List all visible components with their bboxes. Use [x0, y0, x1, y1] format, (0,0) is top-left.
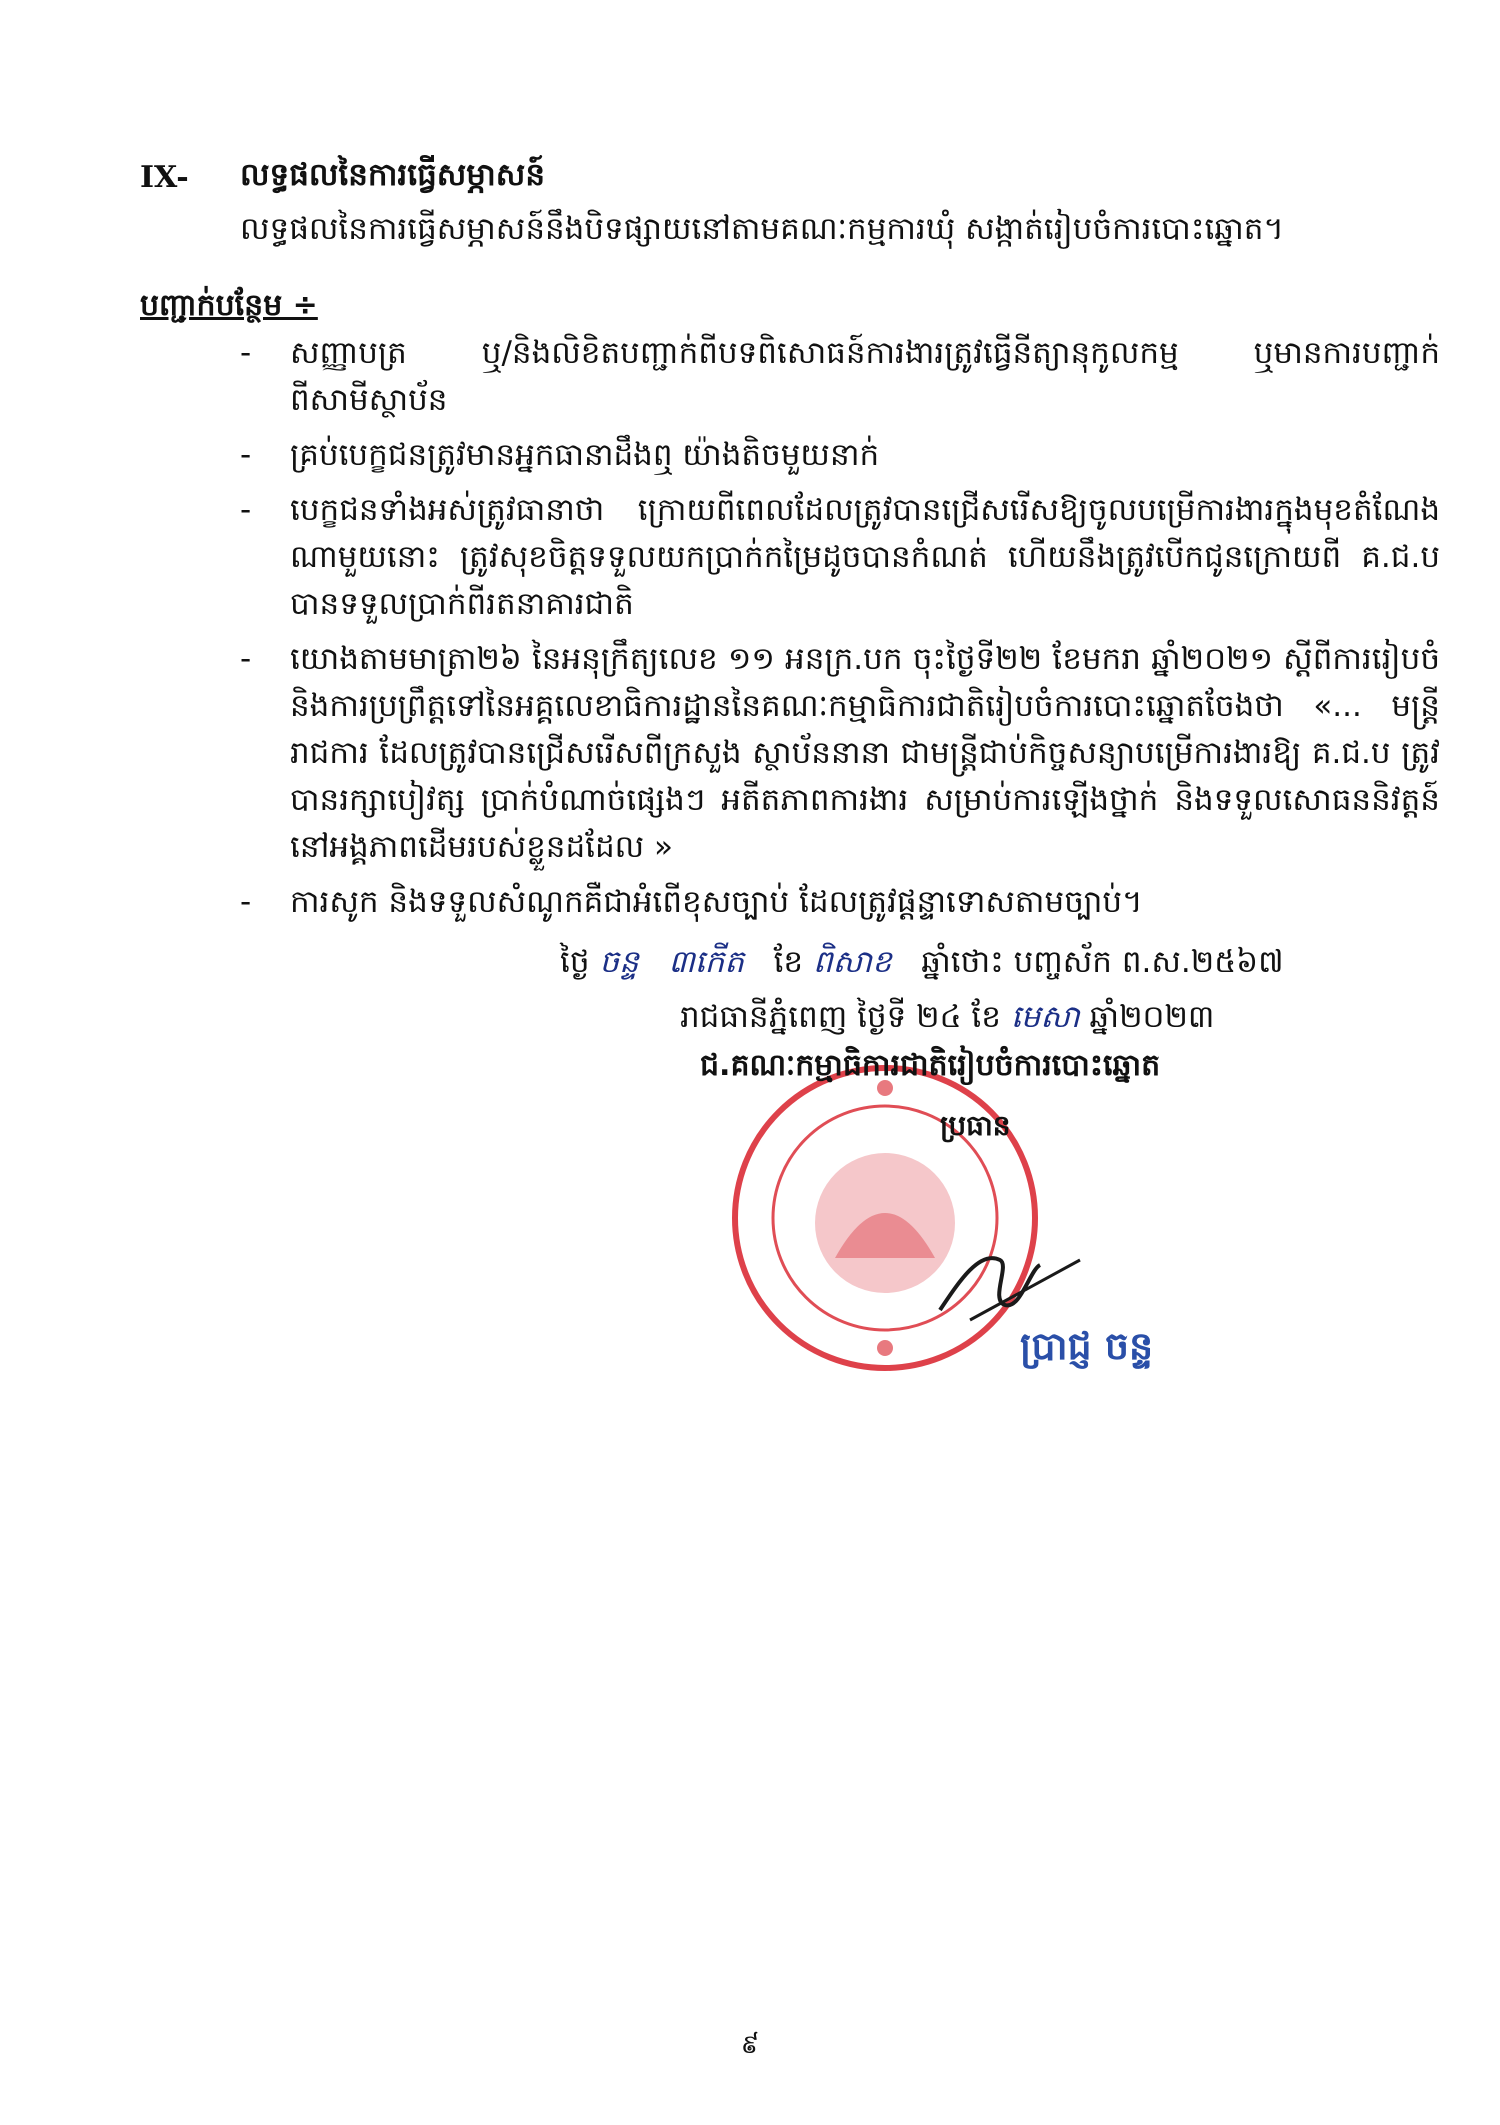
list-item: [240, 636, 1440, 871]
official-seal: [725, 1058, 1045, 1378]
gregorian-year: ឆ្នាំ២០២៣: [1089, 999, 1215, 1035]
lunar-year: ឆ្នាំថោះ បញ្ចស័ក ព.ស.២៥៦៧: [921, 944, 1284, 980]
notes-heading: បញ្ជាក់បន្ថែម ÷: [140, 288, 318, 323]
gregorian-date-line: [680, 998, 1214, 1043]
lunar-weekday: ចន្ទ: [599, 944, 639, 980]
list-dash: -: [240, 641, 252, 677]
handwritten-signature: [930, 1230, 1090, 1330]
lunar-date: ៣កើត: [668, 944, 744, 980]
organization-name: ជ.គណៈកម្មាធិការជាតិរៀបចំការបោះឆ្នោត: [700, 1048, 1161, 1083]
list-dash: -: [240, 884, 252, 920]
signatory-name: ប្រាជ្ញ ចន្ទ: [1020, 1324, 1154, 1368]
signatory-role: ប្រធាន: [940, 1109, 1011, 1142]
section-title: លទ្ធផលនៃការធ្វើសម្ភាសន៍: [240, 157, 546, 193]
list-item-text: ការសូក និងទទួលសំណូកគឺជាអំពើខុសច្បាប់ ដែលត្រូវផ្តន្ទាទោសតាមច្បាប់។: [290, 884, 1143, 920]
list-dash: -: [240, 492, 252, 528]
list-item: [240, 432, 1440, 479]
list-item-text: យោងតាមមាត្រា២៦ នៃអនុក្រឹត្យលេខ ១១ អនក្រ.បក ចុះថ្ងៃទី២២ ខែមករា ឆ្នាំ២០២១ ស្តីពីការរៀបចំ និងការប្រព្រឹត្តទៅនៃអគ្គលេខាធិការដ្ឋាននៃគណៈកម្មាធិការជាតិរៀបចំការបោះឆ្នោតចែងថា «... មន្ត្រីរាជការ ដែលត្រូវបានជ្រើសរើសពីក្រសួង ស្ថាប័ននានា ជាមន្ត្រីជាប់កិច្ចសន្យាបម្រើការងារឱ្យ គ.ជ.ប ត្រូវបានរក្សាបៀវត្ស ប្រាក់បំណាច់ផ្សេងៗ អតីតភាពការងារ សម្រាប់ការឡើងថ្នាក់ និងទទួលសោធននិវត្តន៍នៅអង្គភាពដើមរបស់ខ្លួនដដែល »: [290, 641, 1440, 865]
page-number: ៩: [740, 2030, 760, 2060]
list-item: [240, 330, 1440, 424]
section-number: IX-: [140, 160, 189, 195]
place-date: រាជធានីភ្នំពេញ ថ្ងៃទី ២៤ ខែ: [680, 999, 1001, 1035]
day-label: ថ្ងៃ: [560, 944, 590, 980]
list-item-text: សញ្ញាបត្រ ឬ/និងលិខិតបញ្ជាក់ពីបទពិសោធន៍ការងារត្រូវធ្វើនីត្យានុកូលកម្ម ឬមានការបញ្ជាក់ពីសាមីស្ថាប័ន: [290, 335, 1440, 418]
lunar-month: ពិសាខ: [812, 944, 892, 980]
list-item-text: គ្រប់បេក្ខជនត្រូវមានអ្នកធានាដឹងឮ យ៉ាងតិចមួយនាក់: [290, 437, 880, 473]
month-label: ខែ: [773, 944, 804, 980]
section-body: លទ្ធផលនៃការធ្វើសម្ភាសន៍នឹងបិទផ្សាយនៅតាមគណៈកម្មការឃុំ សង្កាត់រៀបចំការបោះឆ្នោត។: [240, 211, 1284, 247]
gregorian-month: មេសា: [1010, 999, 1080, 1035]
list-item-text: បេក្ខជនទាំងអស់ត្រូវធានាថា ក្រោយពីពេលដែលត្រូវបានជ្រើសរើសឱ្យចូលបម្រើការងារក្នុងមុខតំណែងណាមួយនោះ ត្រូវសុខចិត្តទទួលយកប្រាក់កម្រៃដូចបានកំណត់ ហើយនឹងត្រូវបើកជូនក្រោយពី គ.ជ.ប បានទទួលប្រាក់ពីរតនាគារជាតិ: [290, 492, 1440, 622]
notes-list: [240, 330, 1440, 934]
list-dash: -: [240, 437, 252, 473]
list-dash: -: [240, 335, 252, 371]
list-item: [240, 879, 1440, 926]
lunar-date-line: [560, 943, 1284, 988]
list-item: [240, 487, 1440, 628]
